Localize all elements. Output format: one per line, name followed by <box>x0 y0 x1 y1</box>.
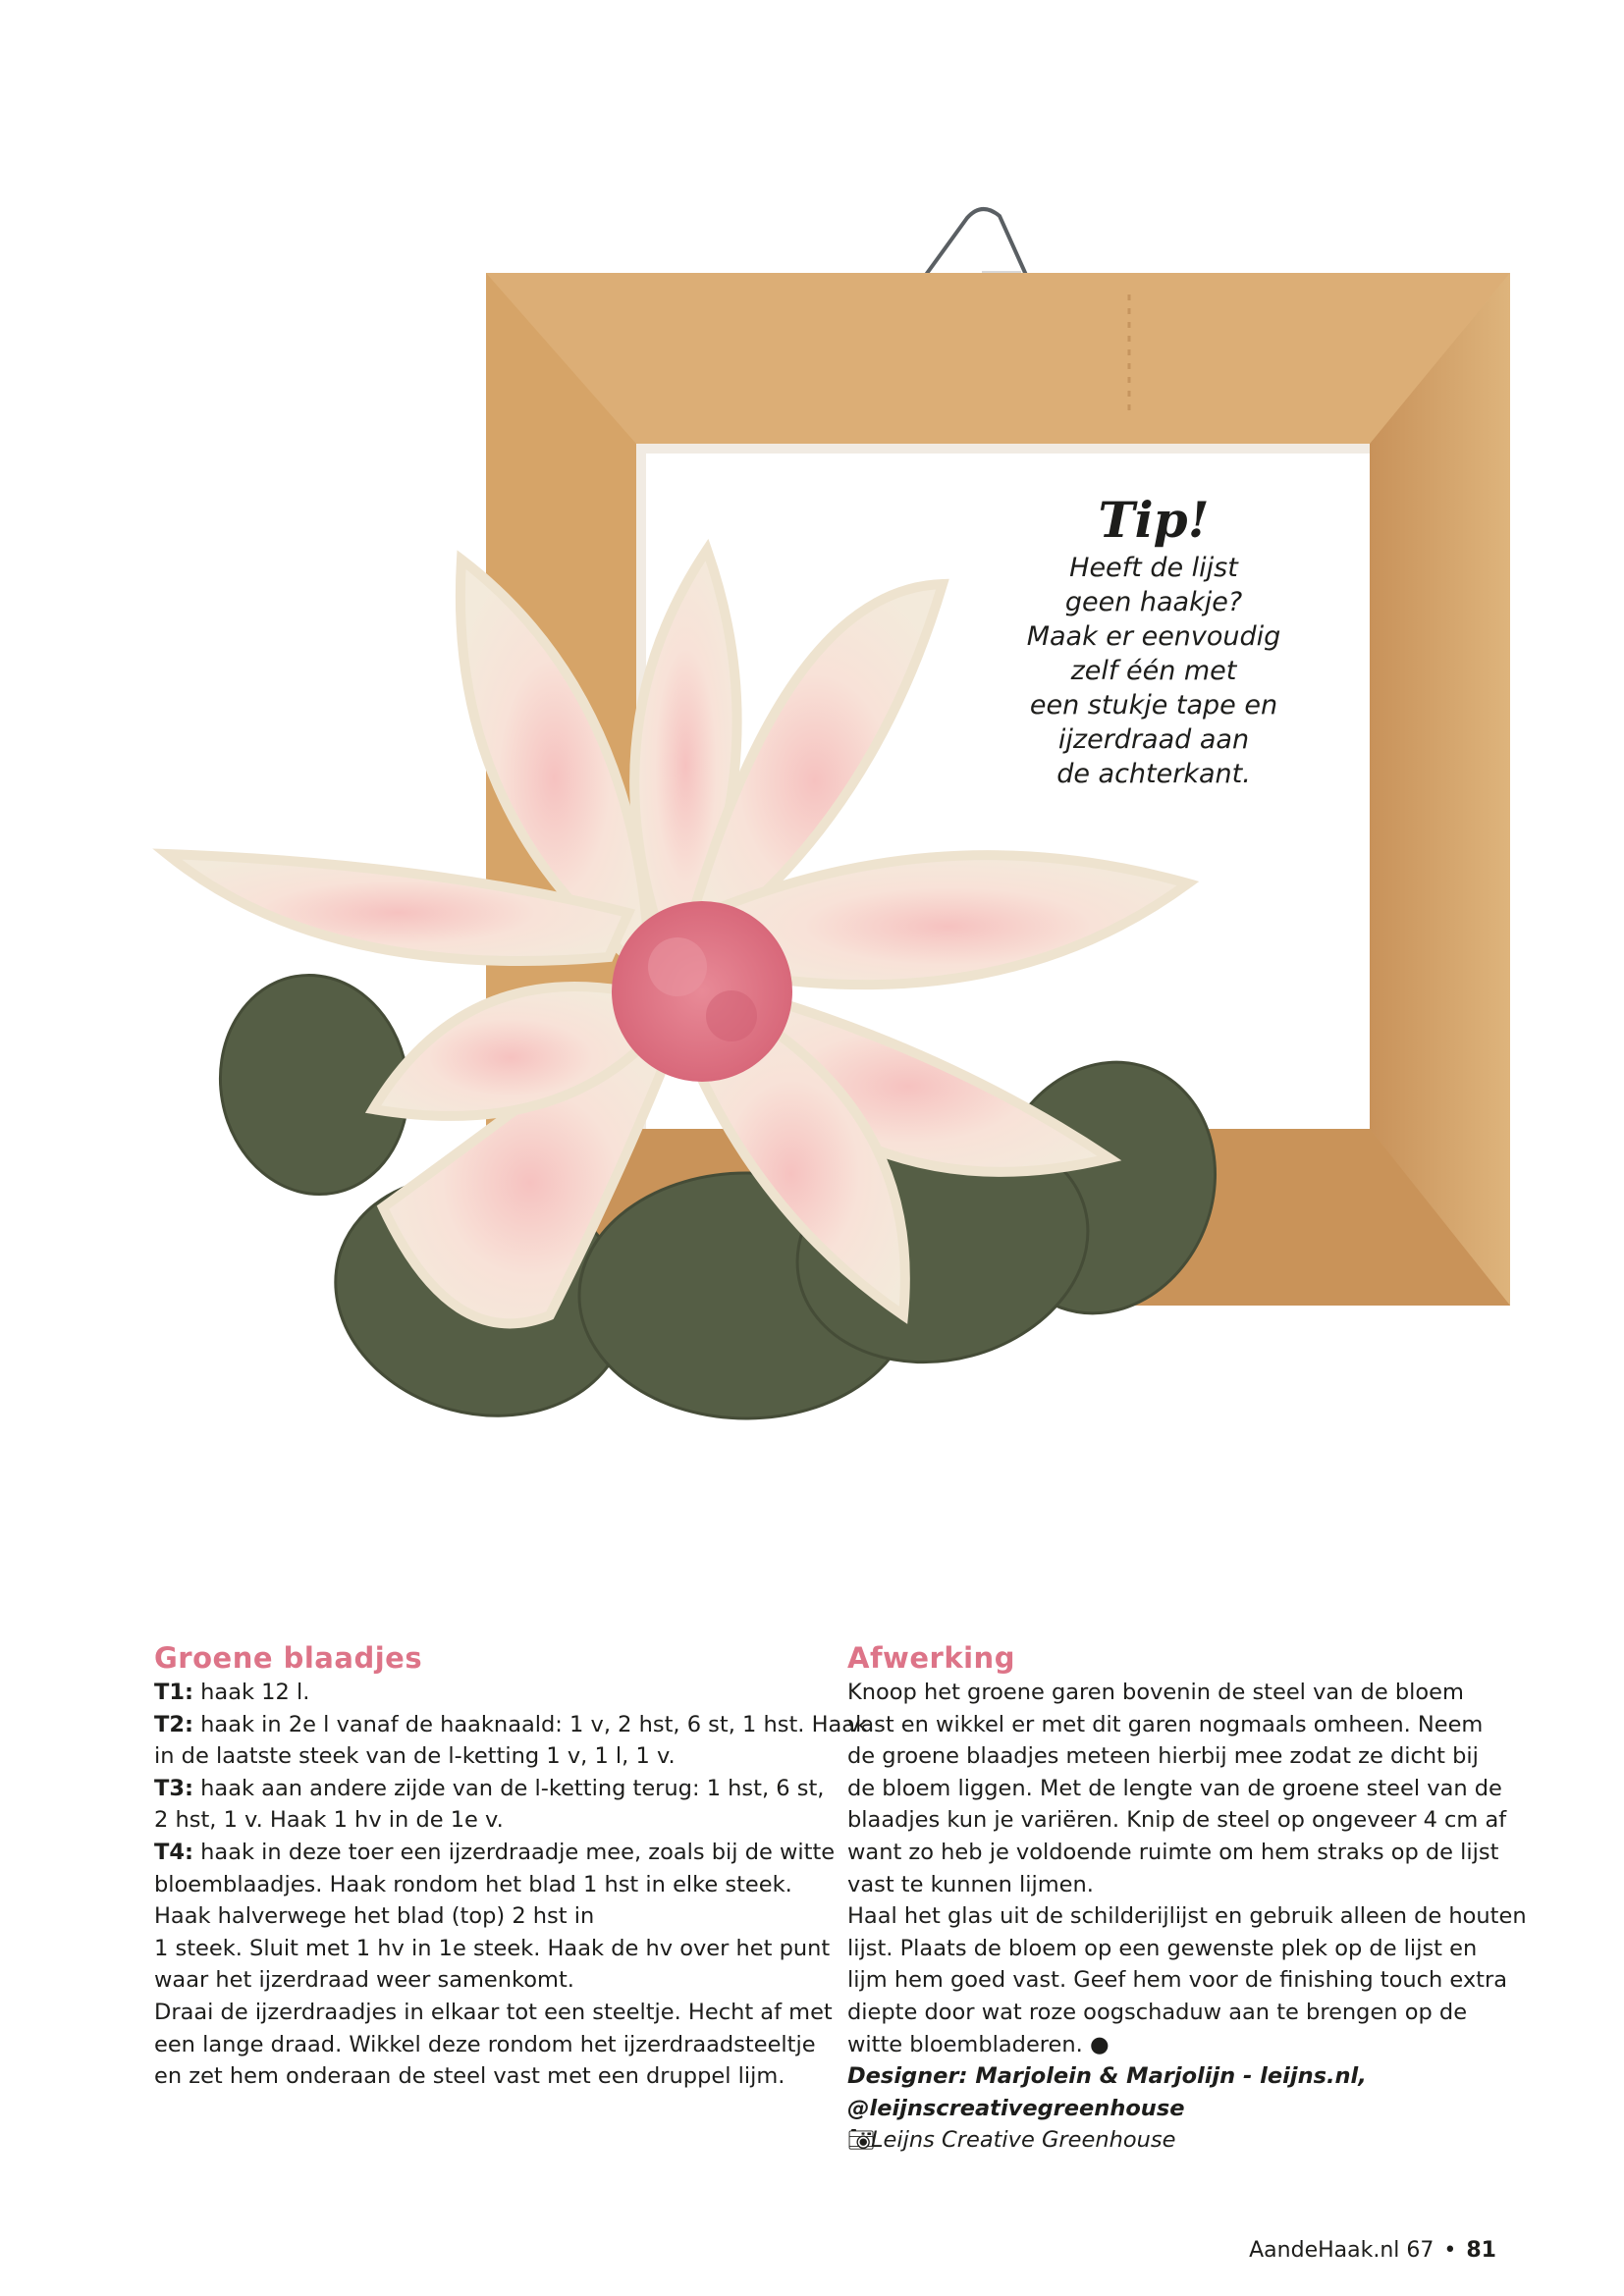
photo-credit-text: Leijns Creative Greenhouse <box>871 2127 1176 2154</box>
instruction-line <box>154 1869 832 1901</box>
instruction-line <box>154 2060 832 2093</box>
section-heading: Afwerking <box>847 1641 1015 1675</box>
tip-line: zelf één met <box>1070 656 1237 686</box>
instruction-line <box>154 1773 832 1805</box>
instruction-line <box>154 1997 832 2029</box>
instruction-line <box>154 1677 832 1709</box>
tip-title: Tip! <box>1098 491 1210 549</box>
instruction-line <box>154 1900 832 1933</box>
tip-callout <box>1001 491 1306 791</box>
groene-blaadjes-section <box>154 1641 869 2093</box>
tip-line: ijzerdraad aan <box>1057 724 1250 755</box>
paragraph-line: diepte door wat roze oogschaduw aan te brengen op de <box>847 1999 1468 2025</box>
footer-site: AandeHaak.nl 67 <box>1249 2238 1435 2263</box>
round-label: T4: <box>154 1839 194 1865</box>
paragraph-line: want zo heb je voldoende ruimte om hem straks op de lijst <box>847 1839 1499 1865</box>
instruction-line <box>154 2029 832 2061</box>
paragraph-line: blaadjes kun je variëren. Knip de steel op ongeveer 4 cm af <box>847 1807 1507 1834</box>
paragraph-line: de bloem liggen. Met de lengte van de groene steel van de <box>847 1775 1502 1801</box>
paragraph-line: lijm hem goed vast. Geef hem voor de finishing touch extra <box>847 1967 1508 1994</box>
paragraph-line: witte bloembladeren. ● <box>847 2031 1110 2057</box>
instruction-text: haak 12 l. <box>193 1680 310 1705</box>
round-label: T1: <box>154 1680 194 1705</box>
tip-line: de achterkant. <box>1056 759 1251 789</box>
paragraph-line: Haal het glas uit de schilderijlijst en gebruik alleen de houten <box>847 1903 1527 1930</box>
instruction-text: en zet hem onderaan de steel vast met een druppel lijm. <box>154 2063 785 2090</box>
instruction-line <box>154 1709 869 1741</box>
camera-icon: 📷︎ <box>847 2127 876 2154</box>
photo-credit <box>847 2124 1495 2157</box>
instruction-text: Haak halverwege het blad (top) 2 hst in <box>154 1903 595 1930</box>
pompom-center <box>612 901 792 1082</box>
instruction-text: in de laatste steek van de l-ketting 1 v, 1 l, 1 v. <box>154 1743 676 1770</box>
instruction-text: haak in deze toer een ijzerdraadje mee, zoals bij de witte <box>193 1839 836 1865</box>
instruction-line <box>154 1837 836 1869</box>
paragraph-line: lijst. Plaats de bloem op een gewenste plek op de lijst en <box>847 1935 1478 1961</box>
instruction-text: 1 steek. Sluit met 1 hv in 1e steek. Haak de hv over het punt <box>154 1935 831 1961</box>
instruction-text: waar het ijzerdraad weer samenkomt. <box>154 1967 574 1994</box>
round-label: T2: <box>154 1711 194 1737</box>
page-number: 81 <box>1466 2238 1496 2263</box>
instruction-text: haak aan andere zijde van de l-ketting terug: 1 hst, 6 st, <box>193 1775 825 1801</box>
instruction-text: een lange draad. Wikkel deze rondom het ijzerdraadsteeltje <box>154 2031 816 2057</box>
instruction-line <box>154 1933 832 1965</box>
footer-separator: • <box>1443 2238 1457 2263</box>
paragraph-line: vast en wikkel er met dit garen nogmaals omheen. Neem <box>847 1711 1484 1737</box>
instruction-text: Draai de ijzerdraadjes in elkaar tot een steeltje. Hecht af met <box>154 1999 833 2025</box>
instruction-line <box>154 1964 832 1997</box>
tip-line: een stukje tape en <box>1029 690 1278 721</box>
instruction-text: 2 hst, 1 v. Haak 1 hv in de 1e v. <box>154 1807 504 1834</box>
paragraph-line: de groene blaadjes meteen hierbij mee zodat ze dicht bij <box>847 1743 1479 1770</box>
tip-line: Heeft de lijst <box>1069 553 1238 583</box>
round-label: T3: <box>154 1775 194 1801</box>
paragraph-line: Knoop het groene garen bovenin de steel van de bloem <box>847 1680 1464 1705</box>
instruction-line <box>154 1740 832 1773</box>
instruction-text: haak in 2e l vanaf de haaknaald: 1 v, 2 hst, 6 st, 1 hst. Haak <box>193 1711 869 1737</box>
instruction-line <box>154 1804 832 1837</box>
tip-line: geen haakje? <box>1064 587 1243 617</box>
paragraph-line: vast te kunnen lijmen. <box>847 1871 1094 1897</box>
designer-credit: Designer: Marjolein & Marjolijn - leijns.nl, <box>847 2063 1367 2090</box>
page-footer <box>1249 2238 1496 2263</box>
afwerking-section <box>847 1641 1527 2157</box>
section-heading: Groene blaadjes <box>154 1641 423 1675</box>
designer-handle: @leijnscreativegreenhouse <box>847 2095 1185 2121</box>
tip-line: Maak er eenvoudig <box>1026 621 1281 652</box>
instruction-text: bloemblaadjes. Haak rondom het blad 1 hst in elke steek. <box>154 1871 792 1897</box>
